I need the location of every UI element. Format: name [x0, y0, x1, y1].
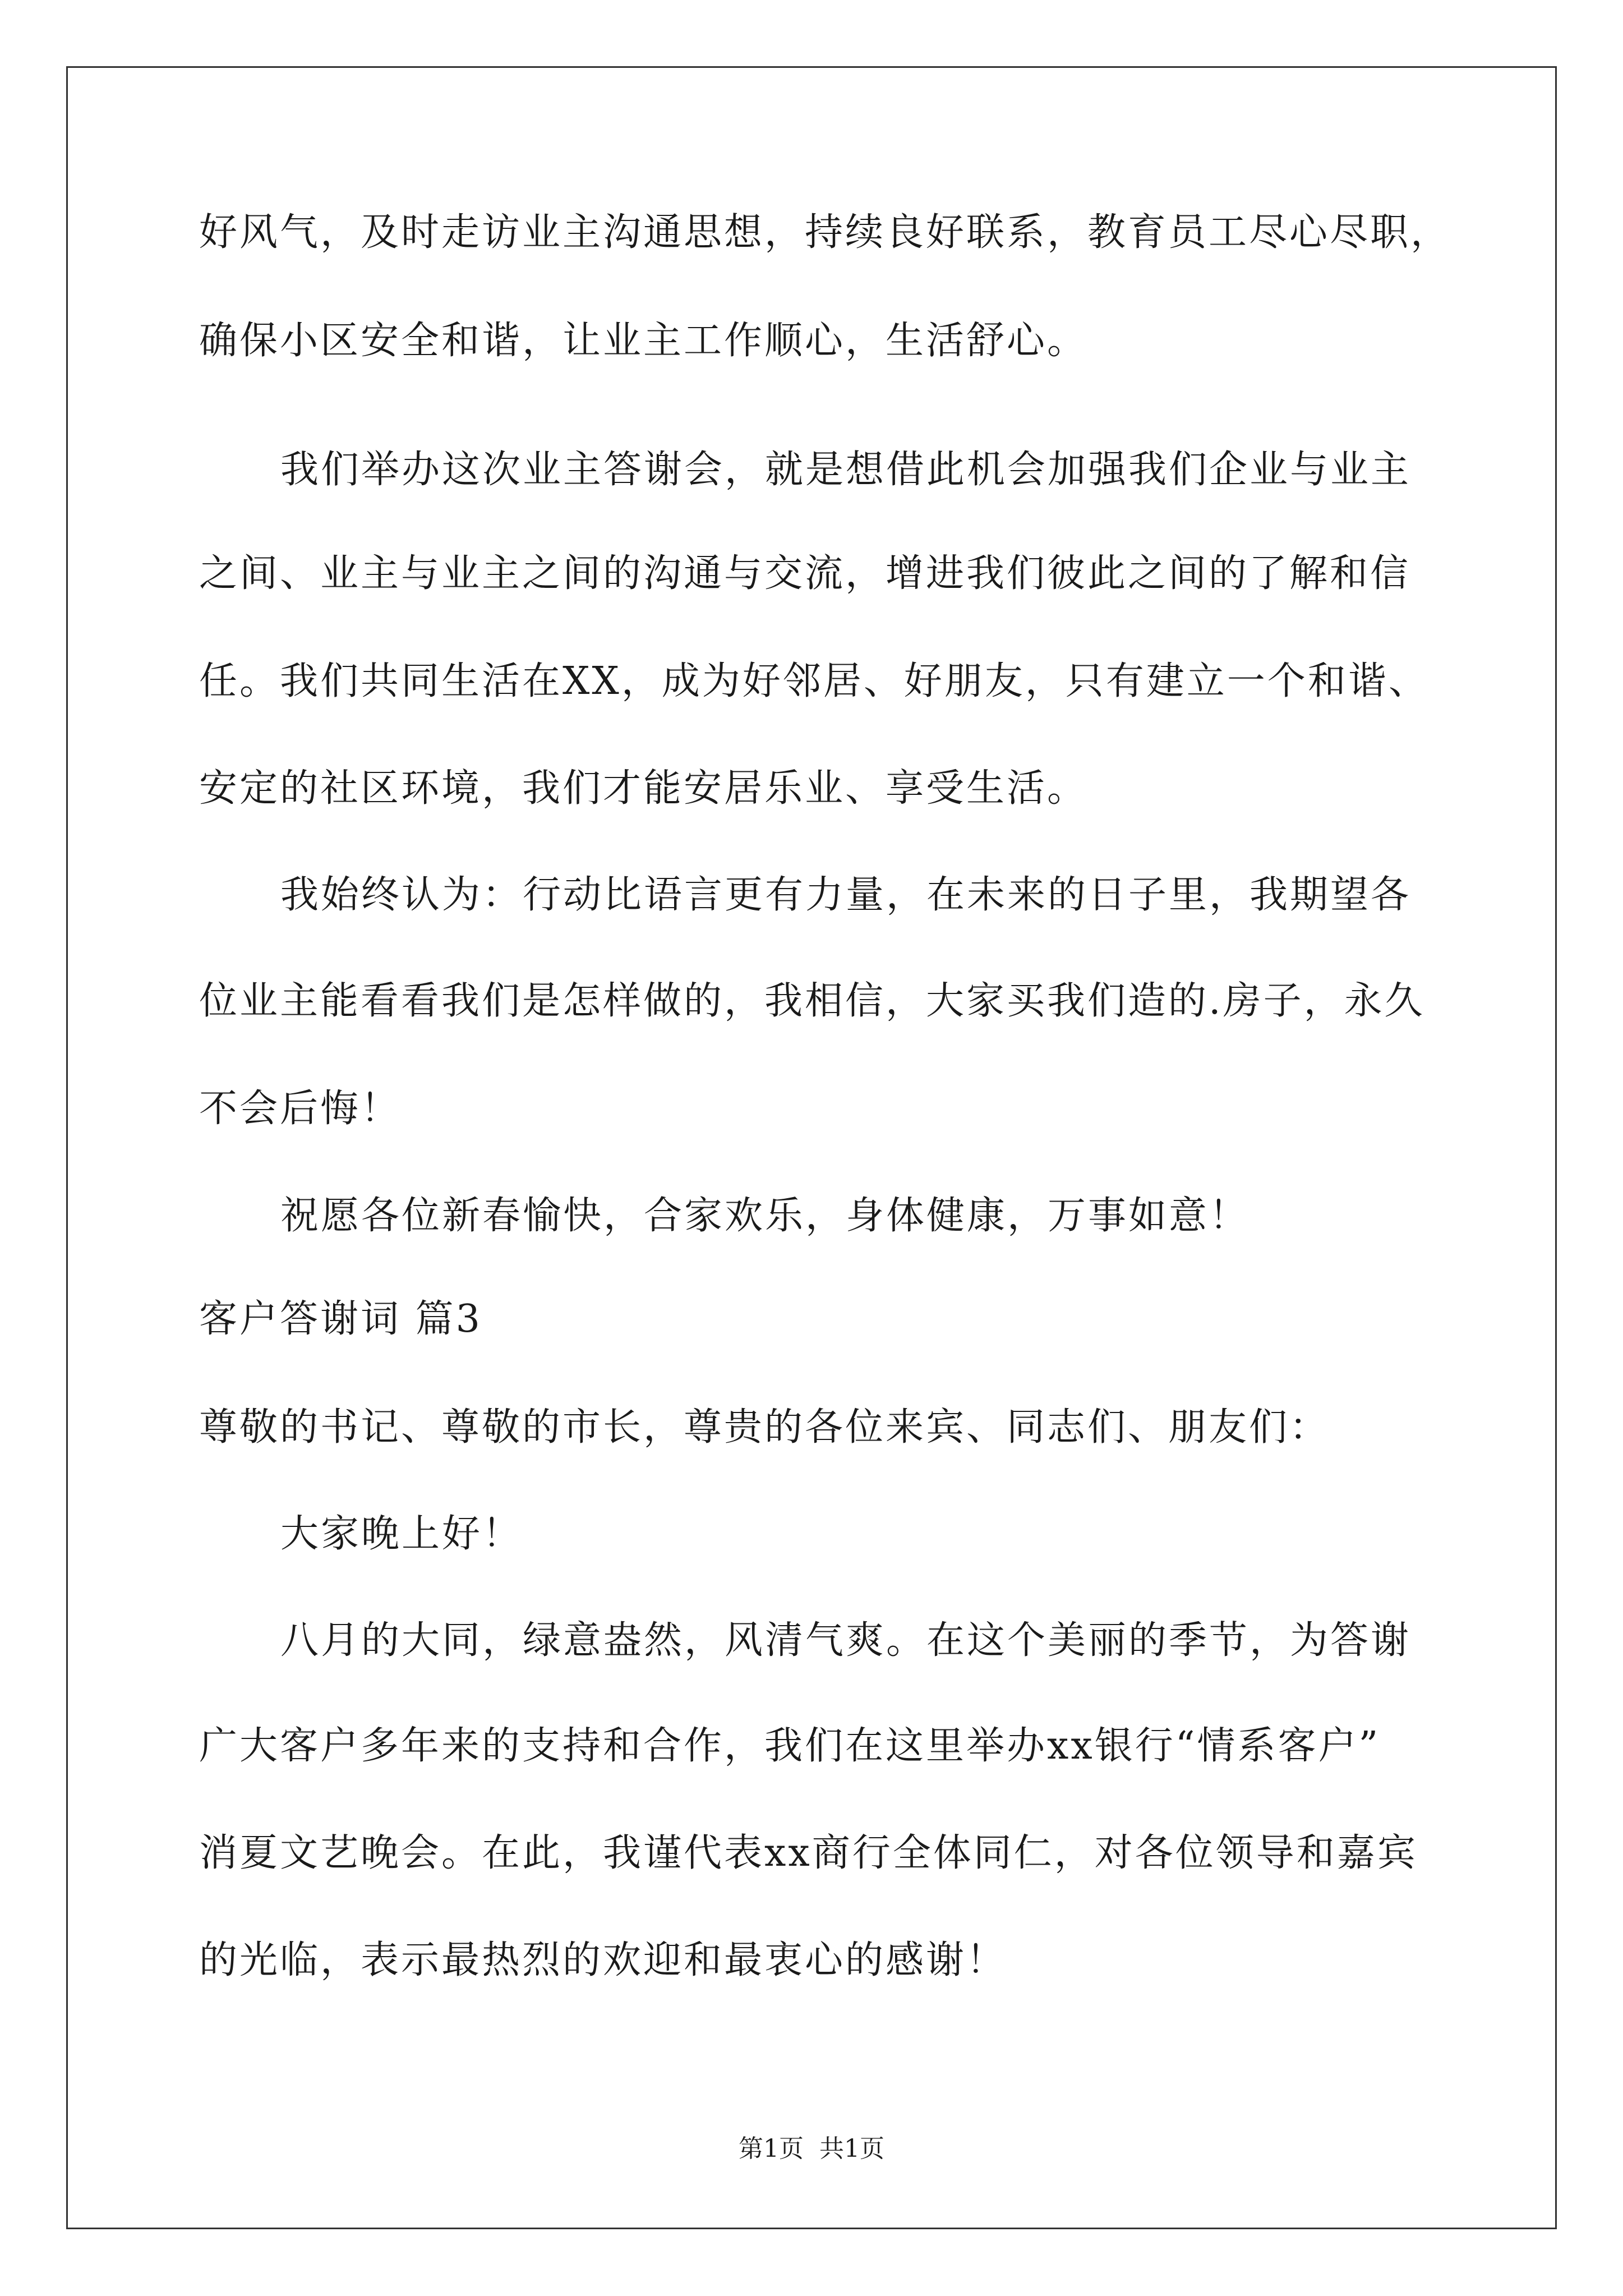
text-line: 祝愿各位新春愉快，合家欢乐，身体健康，万事如意！ [280, 1194, 1250, 1238]
text-line: 之间、业主与业主之间的沟通与交流，增进我们彼此之间的了解和信 [199, 551, 1411, 596]
text-line: 不会后悔！ [199, 1087, 402, 1131]
greeting: 大家晚上好！ [280, 1512, 523, 1556]
page-number-footer: 第1页 共1页 [739, 2134, 884, 2163]
text-line: 好风气，及时走访业主沟通思想，持续良好联系，教育员工尽心尽职， [199, 210, 1451, 255]
text-line: 任。我们共同生活在XX，成为好邻居、好朋友，只有建立一个和谐、 [199, 659, 1429, 703]
text-line: 位业主能看看我们是怎样做的，我相信，大家买我们造的.房子，永久 [199, 979, 1425, 1023]
text-line: 我们举办这次业主答谢会，就是想借此机会加强我们企业与业主 [280, 448, 1412, 492]
page-border [66, 66, 1557, 2229]
text-line: 八月的大同，绿意盎然，风清气爽。在这个美丽的季节，为答谢 [280, 1618, 1412, 1663]
salutation: 尊敬的书记、尊敬的市长，尊贵的各位来宾、同志们、朋友们： [199, 1405, 1330, 1450]
text-line: 安定的社区环境，我们才能安居乐业、享受生活。 [199, 766, 1088, 811]
section-heading: 客户答谢词 篇3 [199, 1297, 482, 1341]
text-line: 确保小区安全和谐，让业主工作顺心，生活舒心。 [199, 319, 1088, 363]
text-line: 消夏文艺晚会。在此，我谨代表xx商行全体同仁，对各位领导和嘉宾 [199, 1831, 1418, 1875]
text-line: 的光临，表示最热烈的欢迎和最衷心的感谢！ [199, 1938, 1007, 1982]
text-line: 广大客户多年来的支持和合作，我们在这里举办xx银行“情系客户” [199, 1724, 1381, 1768]
text-line: 我始终认为：行动比语言更有力量，在未来的日子里，我期望各 [280, 873, 1412, 917]
